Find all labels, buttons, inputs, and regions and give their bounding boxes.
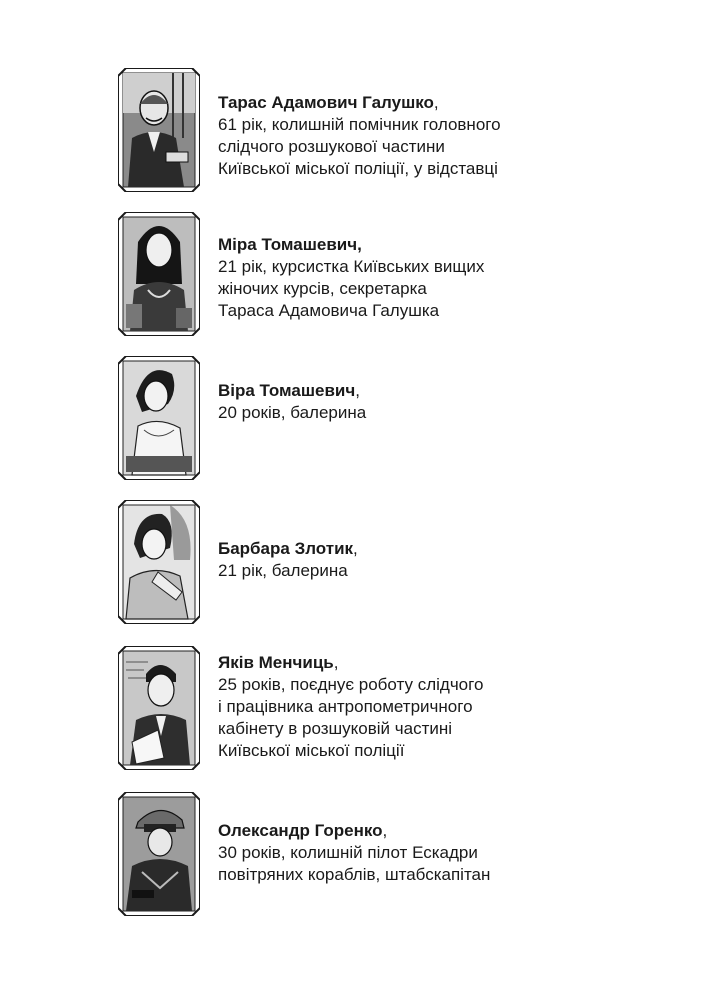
character-entry <box>118 212 678 362</box>
character-entry <box>118 500 678 650</box>
description-line: 20 років, балерина <box>218 403 367 422</box>
description-line: 61 рік, колишній помічник головного <box>218 115 501 134</box>
description-line: Київської міської поліції, у відставці <box>218 159 498 178</box>
character-name: Тарас Адамович Галушко <box>218 93 434 112</box>
description-line: 21 рік, курсистка Київських вищих <box>218 257 485 276</box>
character-name: Барбара Злотик <box>218 539 354 558</box>
character-entry <box>118 356 678 506</box>
description-line: Тараса Адамовича Галушка <box>218 301 440 320</box>
description-line: Київської міської поліції <box>218 741 405 760</box>
description-line: і працівника антропометричного <box>218 697 473 716</box>
name-punctuation: , <box>353 539 358 558</box>
description-line: 30 років, колишній пілот Ескадри <box>218 843 478 862</box>
name-punctuation: , <box>355 381 360 400</box>
name-punctuation: , <box>333 653 339 672</box>
character-description <box>218 652 658 762</box>
character-entry <box>118 646 678 796</box>
character-entry <box>118 68 678 218</box>
description-line: слідчого розшукової частини <box>218 137 445 156</box>
character-description <box>218 538 658 582</box>
portrait-icon <box>118 792 200 916</box>
character-name: Олександр Горенко <box>218 821 383 840</box>
name-punctuation: , <box>382 821 388 840</box>
description-line: жіночих курсів, секретарка <box>218 279 427 298</box>
portrait-icon <box>118 68 200 192</box>
portrait-icon <box>118 356 200 480</box>
character-name: Віра Томашевич <box>218 381 356 400</box>
description-line: кабінету в розшуковій частині <box>218 719 453 738</box>
character-description <box>218 380 658 424</box>
description-line: повітряних кораблів, штабскапітан <box>218 865 491 884</box>
portrait-icon <box>118 212 200 336</box>
name-punctuation: , <box>433 93 439 112</box>
character-description <box>218 234 658 322</box>
description-line: 25 років, поєднує роботу слідчого <box>218 675 484 694</box>
portrait-icon <box>118 500 200 624</box>
description-line: 21 рік, балерина <box>218 561 348 580</box>
character-name: Міра Томашевич, <box>218 235 362 254</box>
character-description <box>218 92 658 180</box>
character-description <box>218 820 658 886</box>
portrait-icon <box>118 646 200 770</box>
character-name: Яків Менчиць <box>218 653 334 672</box>
character-entry <box>118 792 678 942</box>
